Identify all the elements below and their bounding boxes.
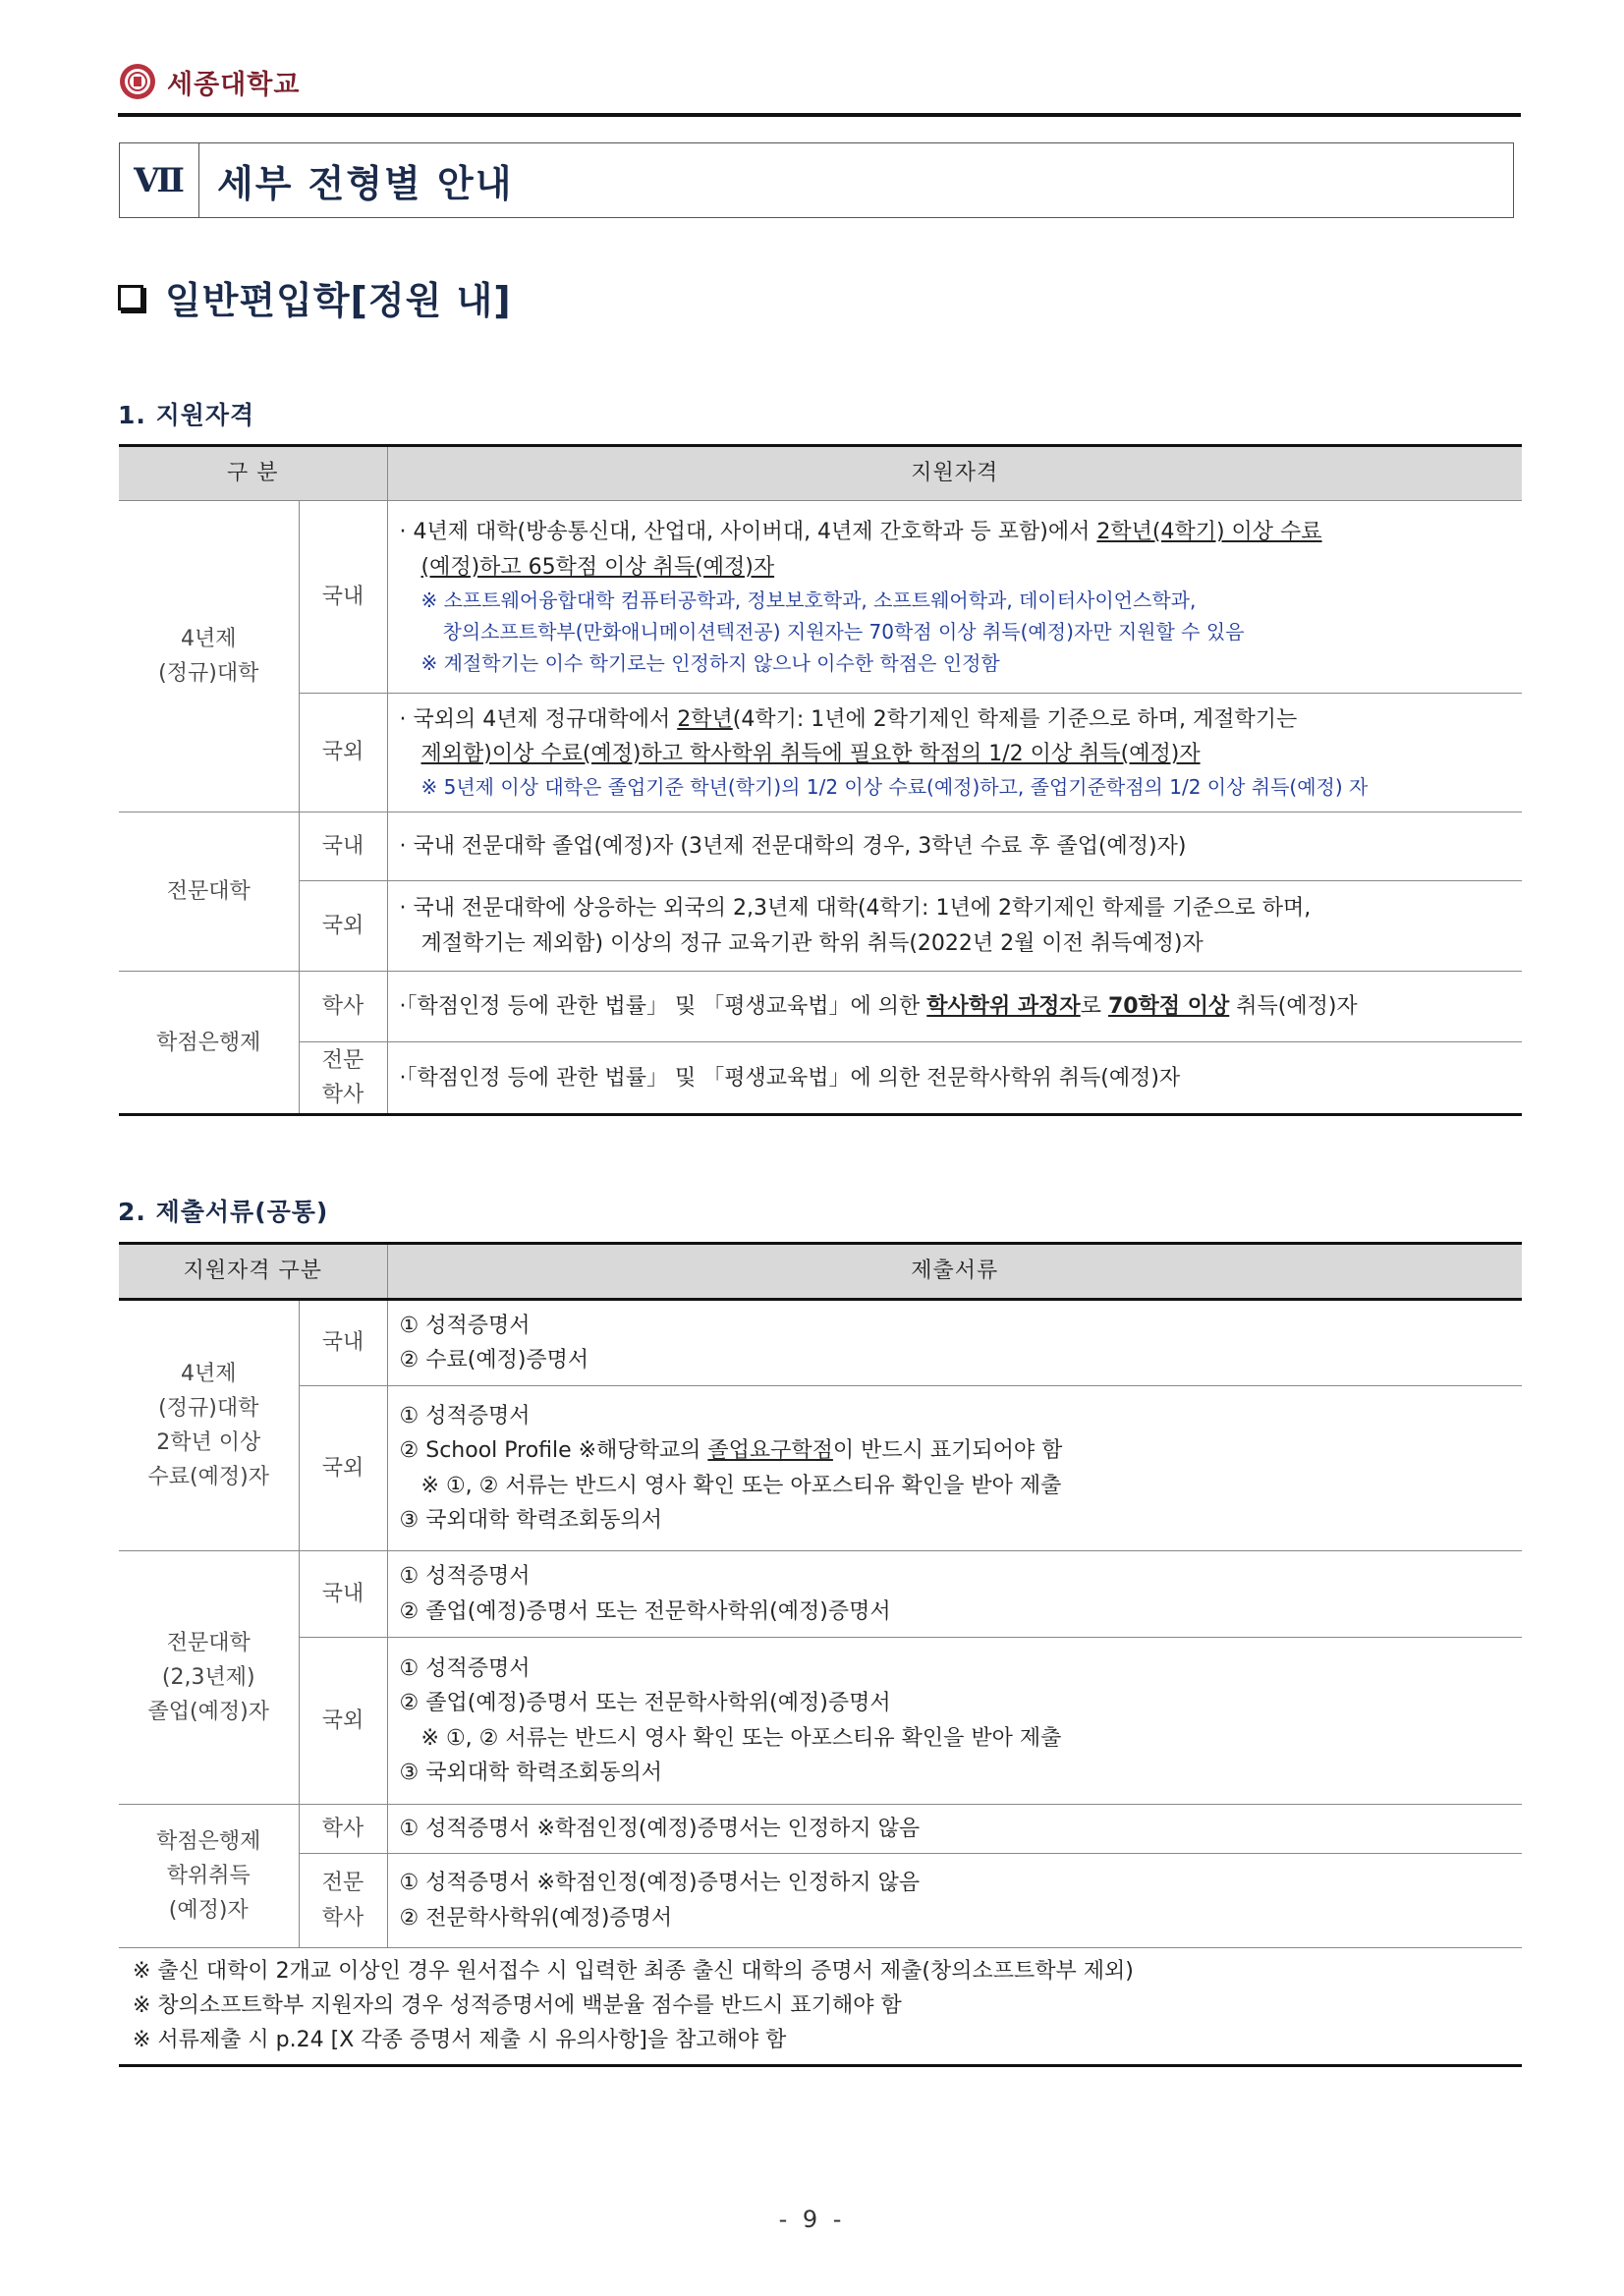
table-row	[119, 1805, 1522, 1854]
page-number: - 9 -	[778, 2206, 846, 2233]
category-label: (정규)대학	[158, 661, 259, 686]
category-label: 학위취득	[166, 1863, 251, 1888]
text: 취득(예정)자	[1229, 993, 1358, 1019]
list-item: ① 성적증명서	[399, 1564, 531, 1590]
text: · 4년제 대학(방송통신대, 산업대, 사이버대, 4년제 간호학과 등 포함)에서	[399, 520, 1097, 545]
list-item: ① 성적증명서	[399, 1313, 531, 1338]
list-item: ① 성적증명서	[399, 1404, 531, 1429]
underlined-text: 2학년(4학기) 이상 수료	[1096, 520, 1322, 545]
page-header	[118, 61, 300, 102]
note-text: ※ 서류제출 시 p.24 [X 각종 증명서 제출 시 유의사항]을 참고해야 함	[133, 2028, 787, 2053]
notes-cell	[119, 1948, 1522, 2066]
list-item: ② 졸업(예정)증명서 또는 전문학사학위(예정)증명서	[399, 1691, 891, 1716]
category-cell: 학점은행제	[119, 972, 299, 1115]
table-row	[119, 881, 1522, 972]
underlined-text: 2학년	[677, 706, 733, 732]
text: ·「학점인정 등에 관한 법률」 및 「평생교육법」에 의한	[399, 993, 927, 1019]
category-label: 4년제	[180, 1361, 237, 1386]
text: 계절학기는 제외함) 이상의 정규 교육기관 학위 취득(2022년 2월 이전 취득예정)자	[420, 930, 1204, 956]
section-title: 세부 전형별 안내	[217, 162, 514, 205]
sub-category-cell: 학사	[299, 1805, 387, 1854]
category-cell	[119, 1805, 299, 1948]
table-row	[119, 1551, 1522, 1638]
text: ② School Profile ※해당학교의	[399, 1438, 708, 1464]
content-cell	[387, 1638, 1522, 1805]
table-row	[119, 812, 1522, 881]
note-text: ※ 출신 대학이 2개교 이상인 경우 원서접수 시 입력한 최종 출신 대학의 증명서 제출(창의소프트학부 제외)	[133, 1959, 1134, 1984]
university-name: 세종대학교	[167, 69, 301, 100]
table-header-row	[119, 1244, 1522, 1300]
sub-label: 전문	[321, 1048, 364, 1073]
sub-category-cell: 국외	[299, 694, 387, 812]
sub-category-cell: 국외	[299, 881, 387, 972]
content-cell	[387, 881, 1522, 972]
list-item: ※ ①, ② 서류는 반드시 영사 확인 또는 아포스티유 확인을 받아 제출	[420, 1473, 1062, 1498]
category-label: 전문대학	[166, 1630, 251, 1655]
col-header-category: 구 분	[119, 446, 387, 501]
table-header-row	[119, 446, 1522, 501]
col-header-eligibility: 지원자격	[387, 446, 1522, 501]
category-cell	[119, 501, 299, 812]
sub-label: 학사	[321, 1905, 364, 1931]
heading-documents: 2. 제출서류(공통)	[118, 1198, 329, 1226]
table-row	[119, 501, 1522, 694]
table-row	[119, 1854, 1522, 1948]
list-item: ① 성적증명서 ※학점인정(예정)증명서는 인정하지 않음	[399, 1871, 921, 1896]
sub-category-cell	[299, 1042, 387, 1115]
list-item: ③ 국외대학 학력조회동의서	[399, 1507, 662, 1533]
category-label: 학점은행제	[156, 1828, 261, 1854]
university-seal-icon	[118, 62, 157, 101]
sub-category-cell: 국내	[299, 501, 387, 694]
content-cell	[387, 1386, 1522, 1551]
sub-category-cell: 학사	[299, 972, 387, 1042]
category-label: 졸업(예정)자	[147, 1700, 269, 1725]
content-cell	[387, 1854, 1522, 1948]
heading-eligibility: 1. 지원자격	[118, 401, 255, 429]
sub-category-cell	[299, 1854, 387, 1948]
category-cell	[119, 1300, 299, 1551]
category-label: 4년제	[180, 626, 237, 651]
table-row	[119, 694, 1522, 812]
category-label: 수료(예정)자	[147, 1465, 269, 1490]
table-row	[119, 1638, 1522, 1805]
text: · 국내 전문대학에 상응하는 외국의 2,3년제 대학(4학기: 1년에 2학기제인 학제를 기준으로 하며,	[399, 896, 1312, 922]
notes-row	[119, 1948, 1522, 2066]
category-label: (2,3년제)	[161, 1664, 255, 1690]
header-rule	[118, 113, 1521, 117]
list-item: ② 전문학사학위(예정)증명서	[399, 1905, 673, 1931]
list-item: ① 성적증명서	[399, 1656, 531, 1682]
content-cell	[387, 1551, 1522, 1638]
checkbox-square-icon	[118, 285, 143, 310]
note-text: ※ 소프트웨어융합대학 컴퓨터공학과, 정보보호학과, 소프트웨어학과, 데이터사이언스학과,	[420, 588, 1197, 612]
underlined-text: 제외함)이상 수료(예정)하고 학사학위 취득에 필요한 학점의 1/2 이상 취득(예정)자	[420, 742, 1201, 766]
subtitle	[118, 270, 512, 324]
category-label: (예정)자	[168, 1898, 249, 1924]
sub-category-cell: 국내	[299, 812, 387, 881]
content-cell	[387, 694, 1522, 812]
content-cell: · 국내 전문대학 졸업(예정)자 (3년제 전문대학의 경우, 3학년 수료 후 졸업(예정)자)	[387, 812, 1522, 881]
table-row	[119, 1042, 1522, 1115]
category-cell	[119, 1551, 299, 1805]
sub-category-cell: 국내	[299, 1551, 387, 1638]
eligibility-table	[119, 444, 1522, 1116]
content-cell	[387, 501, 1522, 694]
category-cell: 전문대학	[119, 812, 299, 972]
text: · 국외의 4년제 정규대학에서	[399, 706, 678, 732]
section-number: Ⅶ	[120, 143, 199, 217]
text: 이 반드시 표기되어야 함	[832, 1438, 1063, 1464]
text: 로	[1080, 993, 1108, 1019]
table-row	[119, 1386, 1522, 1551]
sub-category-cell: 국외	[299, 1638, 387, 1805]
sub-label: 학사	[321, 1083, 364, 1108]
content-cell: ·「학점인정 등에 관한 법률」 및 「평생교육법」에 의한 전문학사학위 취득(예정)자	[387, 1042, 1522, 1115]
col-header-category: 지원자격 구분	[119, 1244, 387, 1300]
content-cell: ① 성적증명서 ※학점인정(예정)증명서는 인정하지 않음	[387, 1805, 1522, 1854]
underlined-text: (예정)하고 65학점 이상 취득(예정)자	[420, 554, 775, 580]
category-label: (정규)대학	[158, 1395, 259, 1421]
table-row	[119, 1300, 1522, 1386]
documents-table	[119, 1242, 1522, 2067]
note-text: 창의소프트학부(만화애니메이션텍전공) 지원자는 70학점 이상 취득(예정)자만 지원할 수 있음	[442, 619, 1245, 644]
sub-category-cell: 국내	[299, 1300, 387, 1386]
emphasis-text: 학사학위 과정자	[926, 993, 1081, 1019]
content-cell	[387, 1300, 1522, 1386]
list-item: ② 졸업(예정)증명서 또는 전문학사학위(예정)증명서	[399, 1598, 891, 1624]
list-item: ② 수료(예정)증명서	[399, 1348, 589, 1372]
note-text: ※ 창의소프트학부 지원자의 경우 성적증명서에 백분율 점수를 반드시 표기해야 함	[133, 1993, 902, 2019]
subtitle-text: 일반편입학[정원 내]	[165, 279, 512, 322]
section-title-box	[119, 142, 1514, 218]
col-header-documents: 제출서류	[387, 1244, 1522, 1300]
emphasis-text: 70학점 이상	[1107, 993, 1230, 1019]
sub-category-cell: 국외	[299, 1386, 387, 1551]
category-label: 2학년 이상	[156, 1430, 261, 1455]
note-text: ※ 5년제 이상 대학은 졸업기준 학년(학기)의 1/2 이상 수료(예정)하고, 졸업기준학점의 1/2 이상 취득(예정) 자	[420, 775, 1369, 800]
content-cell	[387, 972, 1522, 1042]
sub-label: 전문	[321, 1871, 364, 1896]
text: (4학기: 1년에 2학기제인 학제를 기준으로 하며, 계절학기는	[732, 706, 1298, 732]
note-text: ※ 계절학기는 이수 학기로는 인정하지 않으나 이수한 학점은 인정함	[420, 650, 1000, 675]
list-item: ※ ①, ② 서류는 반드시 영사 확인 또는 아포스티유 확인을 받아 제출	[420, 1725, 1062, 1751]
table-row	[119, 972, 1522, 1042]
list-item: ③ 국외대학 학력조회동의서	[399, 1760, 662, 1785]
underlined-text: 졸업요구학점	[707, 1438, 833, 1464]
